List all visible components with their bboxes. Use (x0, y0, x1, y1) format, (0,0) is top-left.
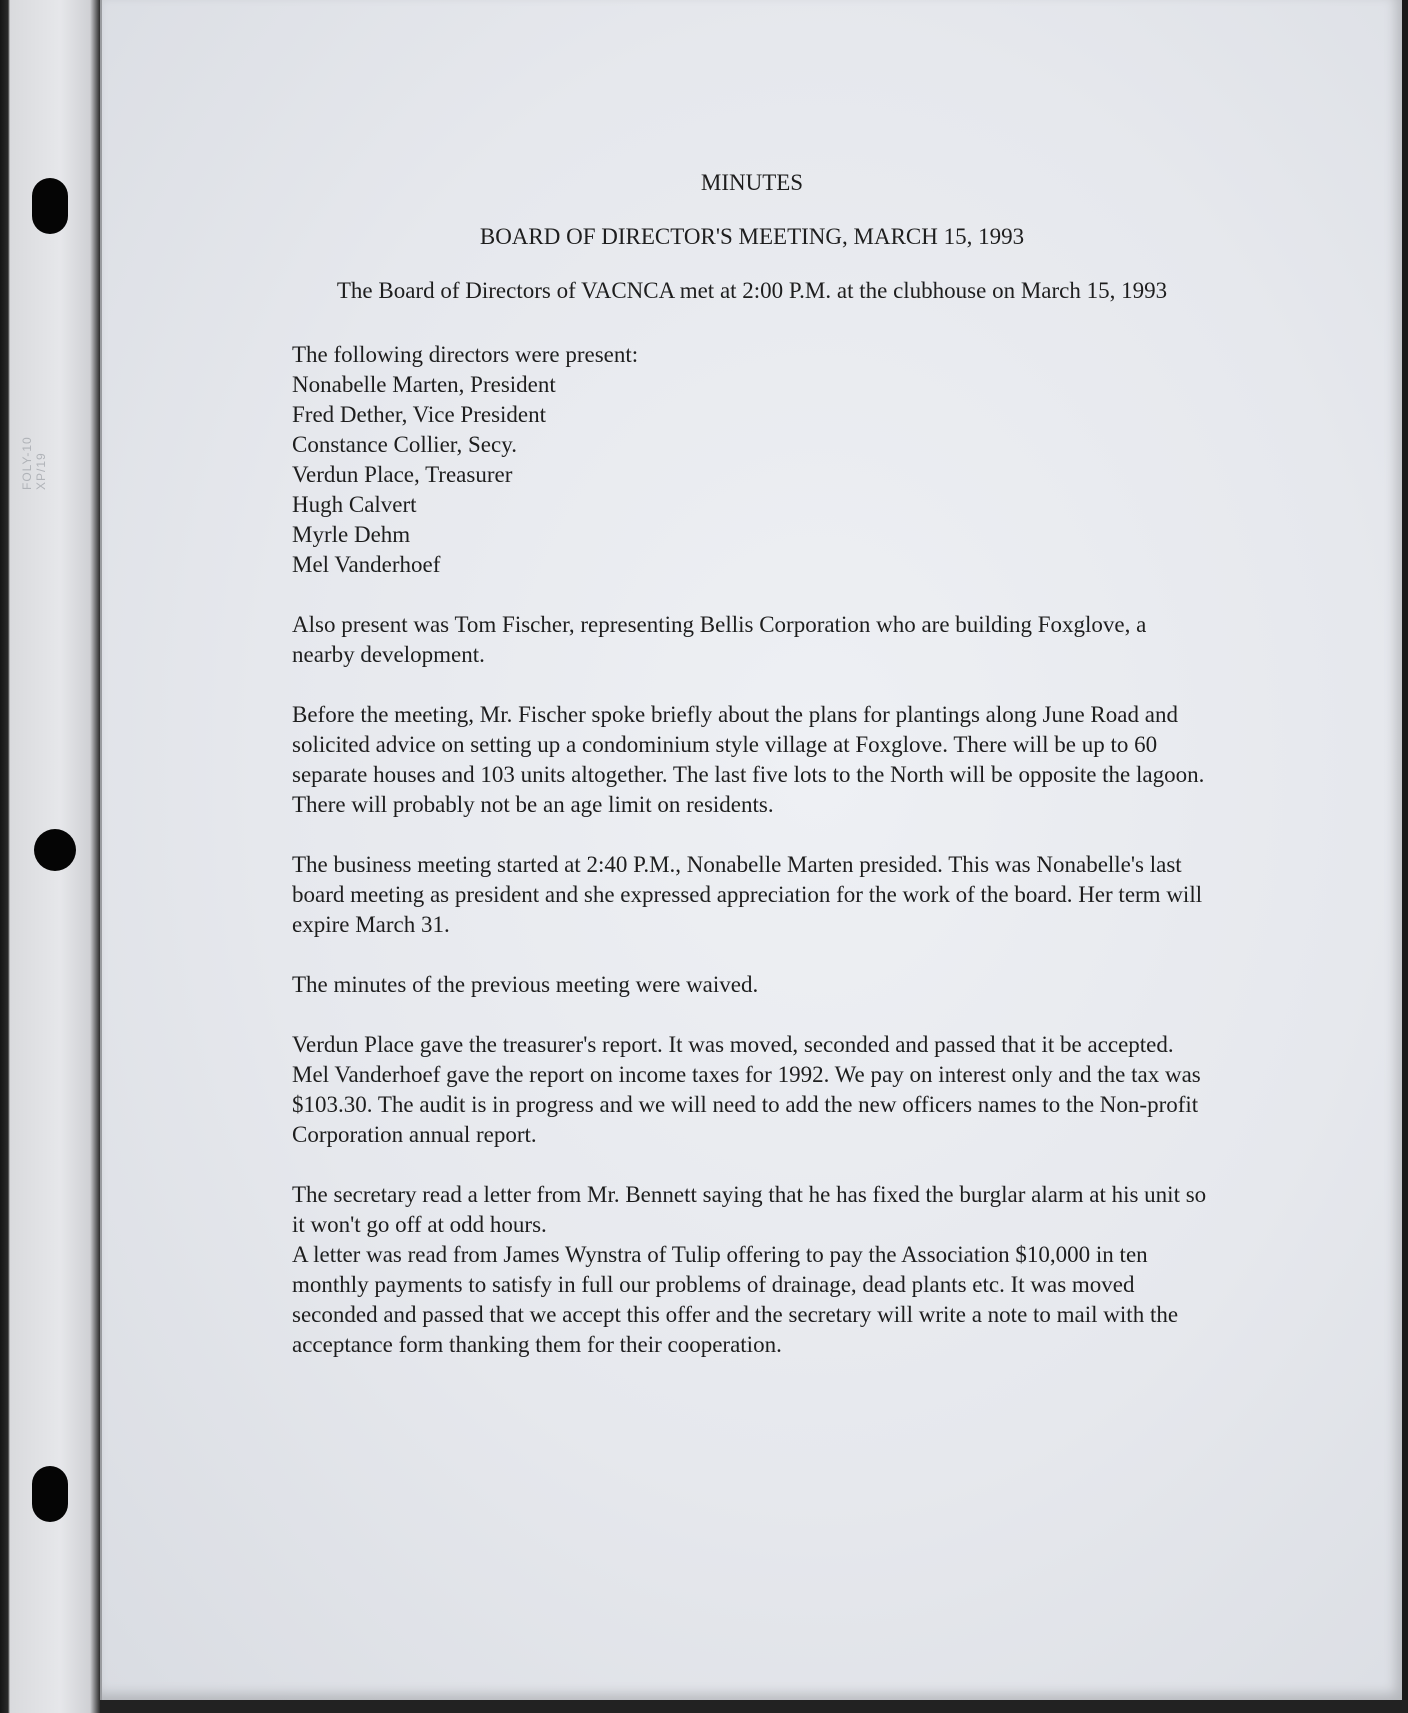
bennett-letter-paragraph: The secretary read a letter from Mr. Bennett saying that he has fixed the burglar alarm at his unit so it won't go off at odd hours. (292, 1182, 1207, 1237)
meeting-intro: The Board of Directors of VACNCA met at 2:00 P.M. at the clubhouse on March 15, 1993 (336, 278, 1168, 303)
directors-heading: The following directors were present: (292, 342, 639, 367)
director-item: Nonabelle Marten, President (292, 372, 556, 397)
business-meeting-paragraph: The business meeting started at 2:40 P.M., Nonabelle Marten presided. This was Nonabelle's last board meeting as president and she expressed appreciation for the work of the board. Her term will expire March 31. (292, 852, 1203, 937)
also-present-paragraph: Also present was Tom Fischer, representing Bellis Corporation who are building Foxglove, a nearby development. (292, 612, 1147, 667)
director-item: Hugh Calvert (292, 492, 417, 517)
director-item: Constance Collier, Secy. (292, 432, 517, 457)
director-item: Mel Vanderhoef (292, 552, 441, 577)
income-taxes-paragraph: Mel Vanderhoef gave the report on income taxes for 1992. We pay on interest only and the tax was $103.30. The audit is in progress and we will need to add the new officers names to the Non-profit Corporation annual report. (292, 1062, 1201, 1147)
wynstra-letter-paragraph: A letter was read from James Wynstra of Tulip offering to pay the Association $10,000 in ten monthly payments to satisfy in full our problems of drainage, dead plants etc. It was moved seconded and passed that we accept this offer and the secretary will write a note to mail with the acceptance form thanking them for their cooperation. (292, 1242, 1179, 1357)
before-meeting-paragraph: Before the meeting, Mr. Fischer spoke briefly about the plans for plantings along June Road and solicited advice on setting up a condominium style village at Foxglove. There will be up to 60 separate houses and 103 units altogether. The last five lots to the North will be opposite the lagoon. There will probably not be an age limit on residents. (292, 702, 1205, 817)
document-title: MINUTES (700, 170, 804, 195)
director-item: Verdun Place, Treasurer (292, 462, 513, 487)
punch-hole-bottom (32, 1466, 68, 1522)
meeting-heading: BOARD OF DIRECTOR'S MEETING, MARCH 15, 1993 (479, 224, 1025, 249)
page-bottom-edge (100, 1700, 1408, 1713)
director-item: Myrle Dehm (292, 522, 411, 547)
punch-hole-top (32, 178, 68, 234)
directors-list (292, 370, 1212, 580)
treasurer-report-paragraph: Verdun Place gave the treasurer's report. It was moved, seconded and passed that it be accepted. (292, 1032, 1174, 1057)
margin-stamp: FOLY-10 XP/19 (20, 436, 48, 490)
minutes-document (292, 168, 1212, 1360)
minutes-waived-paragraph: The minutes of the previous meeting were waived. (292, 972, 759, 997)
director-item: Fred Dether, Vice President (292, 402, 547, 427)
binder-sleeve-strip (0, 0, 100, 1713)
punch-hole-middle (34, 829, 76, 871)
